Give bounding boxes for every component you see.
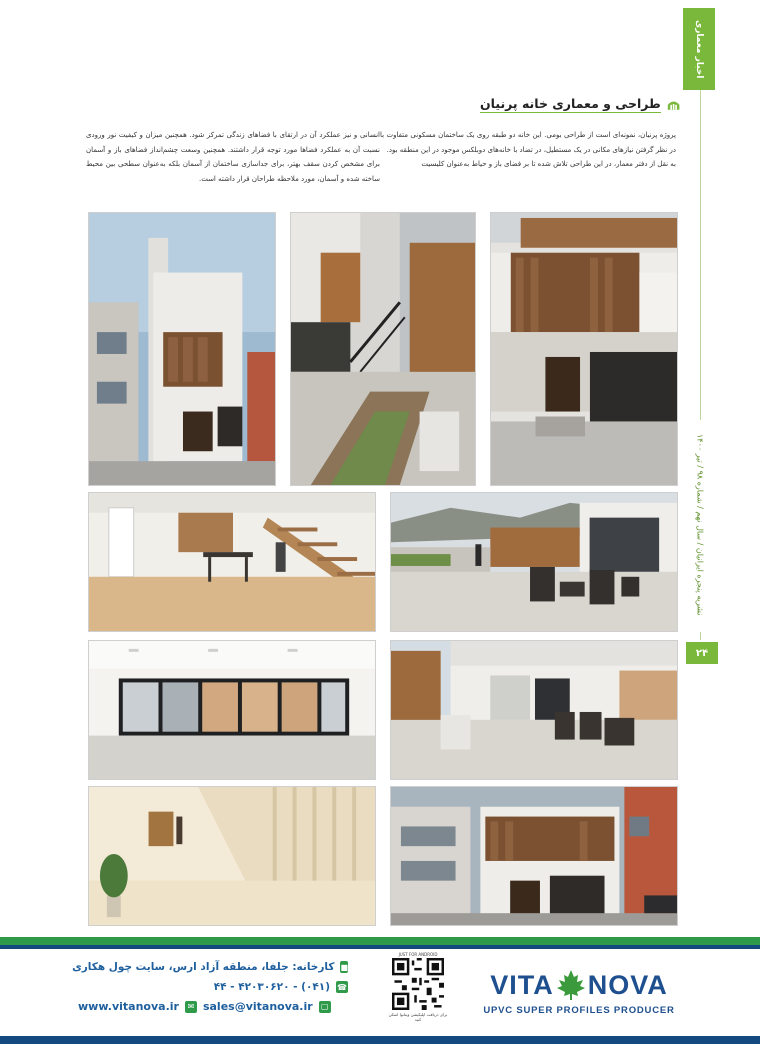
footer-phone [80, 981, 348, 993]
side-divider-mid [700, 632, 701, 640]
photo-interior-stair [88, 492, 376, 632]
brand-tagline: UPVC SUPER PROFILES PRODUCER [483, 1005, 675, 1016]
side-divider-top [700, 90, 701, 420]
brand-logo [482, 968, 676, 1002]
footer-bar [0, 937, 760, 945]
brand-word-right: NOVA [587, 969, 668, 1000]
factory-icon: ■ [340, 962, 348, 972]
article-column-right [380, 128, 676, 172]
page-number: ۲۴ [686, 642, 718, 664]
photo-street-facade-left [88, 212, 276, 486]
photo-courtyard-stairs [290, 212, 476, 486]
paragraph: به نقل از دفتر معمار، در این طراحی تلاش شده تا بر فضای باز و حیاط به‌عنوان کلیسیت [421, 160, 676, 168]
paragraph: انسانی و نیز عملکرد آن در ارتقای با فضاهای زندگی تمرکز شود. همچنین میزان و کیفیت نور ورودی نسبت آن به عملکرد فضاها مورد توجه قرار داشتند. همچنین وسعت چشم‌انداز فضاهای باز و آسمان برای مشخص کردن سقف بهتر، برای جداسازی ساختمان از آسمان بلکه به‌عنوان سطحی بین محیط ساخته شده و آسمان، مورد ملاحظه طراحان قرار داشته است. [86, 131, 380, 183]
article-header [480, 92, 680, 116]
article-column-left [86, 128, 380, 186]
phone-icon: ☎ [337, 982, 347, 992]
journal-info-text: نشریه پنجره ایرانیان / سال نهم / شماره ۹۸ / تیر ۱۴۰۰ [695, 434, 705, 616]
paragraph: پروژه پرنیان، نمونه‌ای است از طراحی بومی. این خانه دو طبقه روی یک ساختمان مسکونی متفاوت با در نظر گرفتن نیازهای مکانی در یک مستطیل، در تضاد با خانه‌های دوبلکس موجود در این منطقه بود. [380, 131, 676, 154]
photo-interior-glass-wall [88, 640, 376, 780]
footer-bar-accent [0, 945, 760, 949]
photo-street-facade-right [390, 786, 678, 926]
website-link[interactable]: www.vitanova.ir [78, 1000, 179, 1013]
footer-phone-text: (۰۴۱) - ۴۲۰۳۰۶۲۰ - ۴۴ [213, 981, 330, 993]
footer-bottom-bar [0, 1036, 760, 1044]
qr-caption: برای دریافت اپلیکیشن ویتانوا اسکن کنید [388, 1012, 448, 1022]
email-link[interactable]: sales@vitanova.ir [202, 1000, 313, 1013]
section-tab-label: اخبار معماری [694, 19, 704, 79]
qr-code-icon[interactable] [392, 958, 444, 1010]
brand-word-left: VITA [490, 969, 554, 1000]
maple-leaf-icon [556, 969, 586, 1001]
email-icon: ✉ [185, 1001, 197, 1013]
photo-facade-entrance [490, 212, 678, 486]
journal-info [690, 420, 710, 630]
arch-icon [667, 96, 680, 112]
footer-contacts [78, 1000, 331, 1013]
mail-box-icon: ▢ [319, 1001, 331, 1013]
article-title: طراحی و معماری خانه پرنیان [480, 95, 661, 111]
qr-label: JUST FOR ANDROID [398, 952, 438, 957]
footer-address-text: کارخانه: جلفا، منطقه آزاد ارس، سایت چول هکاری [72, 961, 335, 973]
photo-terrace-seating [390, 492, 678, 632]
footer-address [72, 961, 348, 973]
section-tab [683, 8, 715, 90]
photo-corridor-plant [88, 786, 376, 926]
photo-terrace-furniture [390, 640, 678, 780]
